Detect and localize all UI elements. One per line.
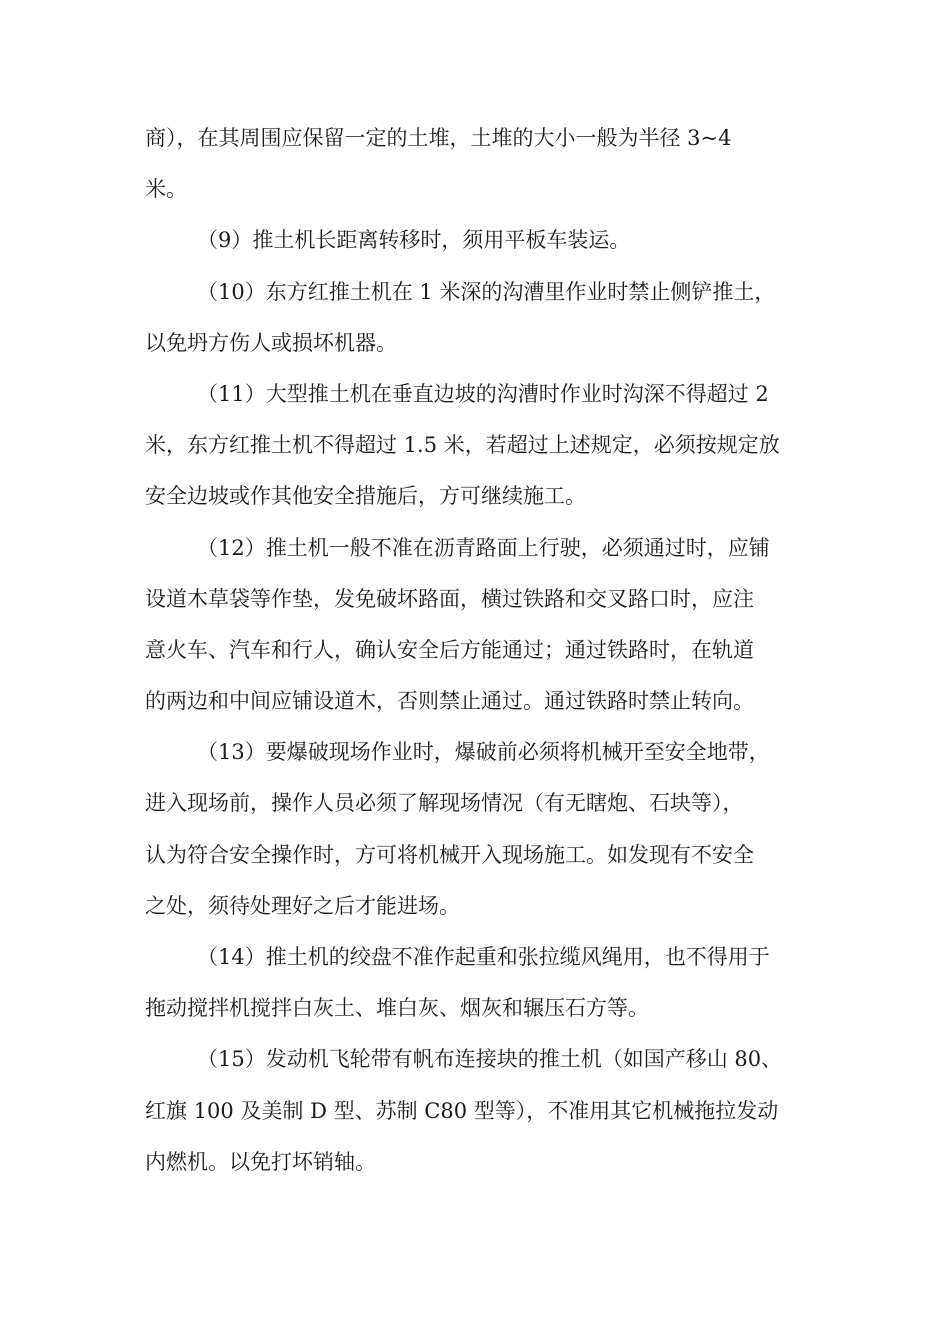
text-line: （13）要爆破现场作业时，爆破前必须将机械开至安全地带， — [197, 740, 770, 765]
text-line: 米。 — [145, 177, 187, 202]
text-line: 设道木草袋等作垫，发免破坏路面，横过铁路和交叉路口时，应注 — [145, 586, 754, 611]
text-line: （10）东方红推土机在 1 米深的沟漕里作业时禁止侧铲推土， — [197, 279, 776, 304]
text-line: 之处，须待处理好之后才能进场。 — [145, 893, 460, 918]
text-line: 的两边和中间应铺设道木，否则禁止通过。通过铁路时禁止转向。 — [145, 689, 754, 714]
text-line: 内燃机。以免打坏销轴。 — [145, 1149, 376, 1174]
text-line: （12）推土机一般不准在沥青路面上行驶，必须通过时，应铺 — [197, 535, 770, 560]
text-line: 商），在其周围应保留一定的土堆，土堆的大小一般为半径 3~4 — [145, 126, 732, 150]
text-line: 拖动搅拌机搅拌白灰土、堆白灰、烟灰和辗压石方等。 — [145, 996, 649, 1021]
text-line: 意火车、汽车和行人，确认安全后方能通过；通过铁路时，在轨道 — [145, 637, 754, 662]
text-line: （9）推土机长距离转移时，须用平板车装运。 — [197, 228, 631, 253]
text-line: （11）大型推土机在垂直边坡的沟漕时作业时沟深不得超过 2 — [197, 381, 769, 406]
text-line: 红旗 100 及美制 D 型、苏制 C80 型等），不准用其它机械拖拉发动 — [145, 1098, 779, 1123]
body-text — [145, 113, 813, 1188]
text-line: （15）发动机飞轮带有帆布连接块的推土机（如国产移山 80、 — [197, 1047, 783, 1072]
text-line: 安全边坡或作其他安全措施后，方可继续施工。 — [145, 484, 586, 509]
text-line: 米，东方红推土机不得超过 1.5 米，若超过上述规定，必须按规定放 — [145, 433, 780, 458]
text-line: （14）推土机的绞盘不准作起重和张拉缆风绳用，也不得用于 — [197, 945, 770, 969]
text-line: 进入现场前，操作人员必须了解现场情况（有无瞎炮、石块等）， — [145, 791, 744, 816]
text-line: 以免坍方伤人或损坏机器。 — [145, 330, 397, 355]
text-line: 认为符合安全操作时，方可将机械开入现场施工。如发现有不安全 — [145, 842, 754, 867]
